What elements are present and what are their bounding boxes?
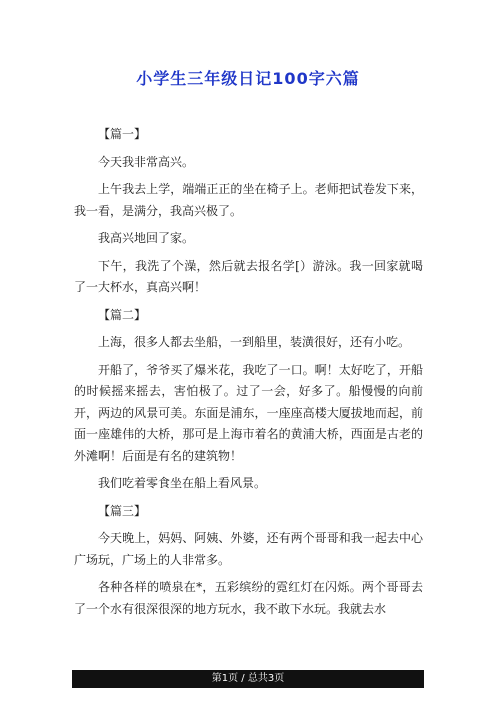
paragraph: 下午，我洗了个澡，然后就去报名学[）游泳。我一回家就喝了一大杯水，真高兴啊！ [74,258,423,294]
document-title: 小学生三年级日记100字六篇 [136,69,360,88]
paragraph: 我们吃着零食坐在船上看风景。 [98,476,267,490]
section-heading: 【篇三】 [98,503,147,518]
paragraph: 今天我非常高兴。 [98,154,195,169]
paragraph: 今天晚上，妈妈、阿姨、外婆，还有两个哥哥和我一起去中心广场玩，广场上的人非常多。 [74,531,423,567]
section-heading: 【篇二】 [98,307,147,322]
page-footer: 第1页 / 总共3页 [72,670,424,688]
paragraph: 上海，很多人都去坐船，一到船里，装潢很好，还有小吃。 [98,335,411,349]
paragraph: 各种各样的喷泉在*，五彩缤纷的霓红灯在闪烁。两个哥哥去了一个水有很深很深的地方玩水，我不敢下水玩。我就去水 [74,580,423,616]
section-heading: 【篇一】 [98,127,147,141]
document-body [74,124,423,620]
paragraph: 我高兴地回了家。 [98,231,195,245]
paragraph: 上午我去上学，端端正正的坐在椅子上。老师把试卷发下来，我一看，是满分，我高兴极了。 [74,182,423,218]
paragraph: 开船了，爷爷买了爆米花，我吃了一口。啊！太好吃了，开船的时候摇来摇去，害怕极了。过了一会，好多了。船慢慢的向前开，两边的风景可美。东面是浦东，一座座高楼大厦拔地而起，前面一座雄伟的大桥，那可是上海市着名的黄浦大桥，西面是古老的外滩啊！后面是有名的建筑物！ [74,362,423,463]
